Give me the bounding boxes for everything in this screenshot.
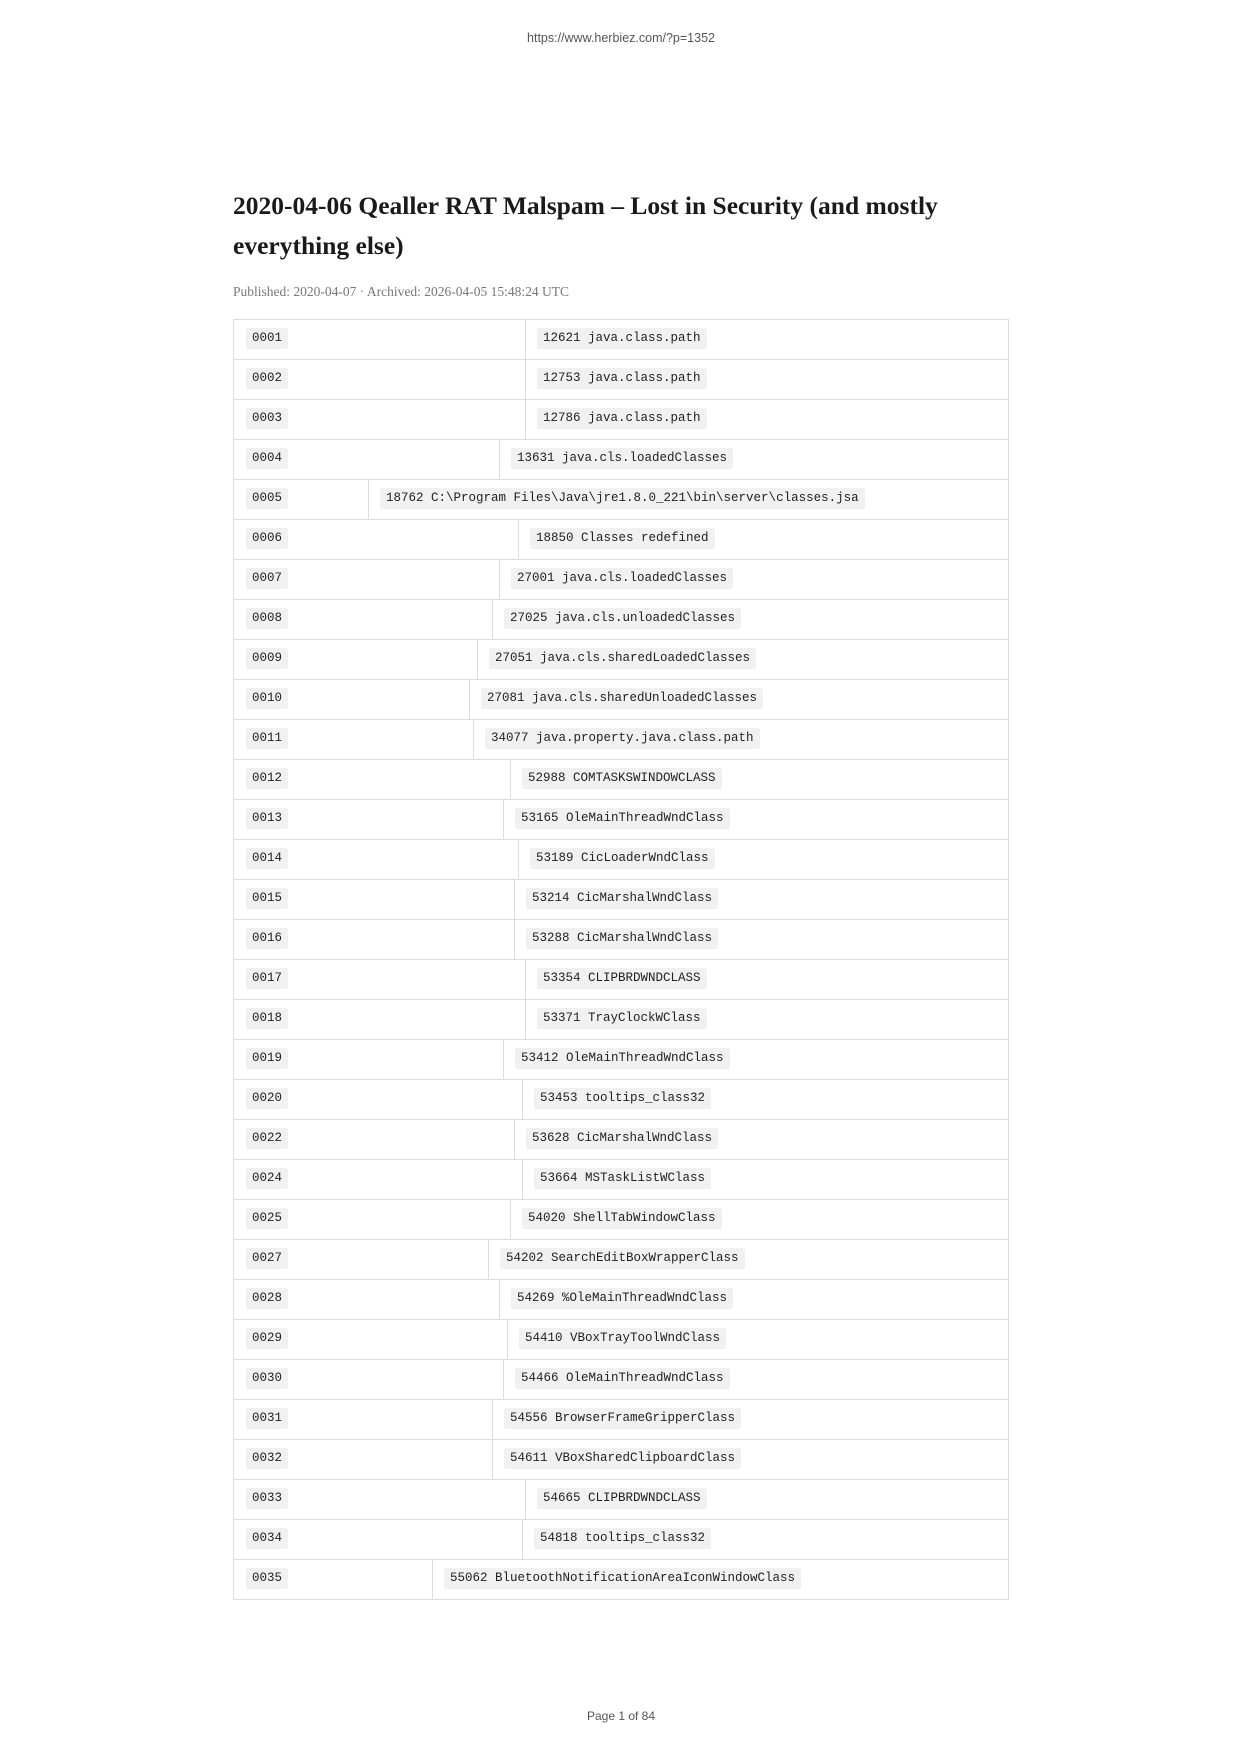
line-content: 54665 CLIPBRDWNDCLASS xyxy=(537,1488,707,1509)
table-row xyxy=(233,760,1009,800)
line-number: 0029 xyxy=(246,1328,288,1349)
line-content: 53354 CLIPBRDWNDCLASS xyxy=(537,968,707,989)
table-row xyxy=(233,1160,1009,1200)
table-row xyxy=(233,1280,1009,1320)
line-number-cell xyxy=(234,720,474,759)
line-number: 0035 xyxy=(246,1568,288,1589)
table-row xyxy=(233,1440,1009,1480)
table-row xyxy=(233,1080,1009,1120)
line-content: 54410 VBoxTrayToolWndClass xyxy=(519,1328,726,1349)
table-row xyxy=(233,640,1009,680)
table-row xyxy=(233,560,1009,600)
line-number: 0014 xyxy=(246,848,288,869)
line-content: 12786 java.class.path xyxy=(537,408,707,429)
line-content: 34077 java.property.java.class.path xyxy=(485,728,760,749)
line-content: 53453 tooltips_class32 xyxy=(534,1088,711,1109)
line-number-cell xyxy=(234,1320,508,1359)
line-content: 53165 OleMainThreadWndClass xyxy=(515,808,730,829)
line-number: 0001 xyxy=(246,328,288,349)
table-row xyxy=(233,480,1009,520)
line-content: 27025 java.cls.unloadedClasses xyxy=(504,608,741,629)
line-number-cell xyxy=(234,800,504,839)
page-url: https://www.herbiez.com/?p=1352 xyxy=(527,31,715,45)
line-number: 0018 xyxy=(246,1008,288,1029)
line-number-cell xyxy=(234,400,526,439)
line-number-cell xyxy=(234,760,511,799)
line-number: 0015 xyxy=(246,888,288,909)
code-table xyxy=(233,319,1009,1600)
line-number-cell xyxy=(234,1440,493,1479)
line-number: 0002 xyxy=(246,368,288,389)
line-number-cell xyxy=(234,1160,523,1199)
line-number-cell xyxy=(234,320,526,359)
table-row xyxy=(233,440,1009,480)
table-row xyxy=(233,880,1009,920)
table-row xyxy=(233,1320,1009,1360)
line-content: 54818 tooltips_class32 xyxy=(534,1528,711,1549)
line-number-cell xyxy=(234,1000,526,1039)
line-content: 27051 java.cls.sharedLoadedClasses xyxy=(489,648,756,669)
table-row xyxy=(233,1520,1009,1560)
line-number: 0012 xyxy=(246,768,288,789)
line-number: 0022 xyxy=(246,1128,288,1149)
line-content: 12621 java.class.path xyxy=(537,328,707,349)
line-number-cell xyxy=(234,1480,526,1519)
line-number-cell xyxy=(234,1280,500,1319)
line-number: 0005 xyxy=(246,488,288,509)
table-row xyxy=(233,360,1009,400)
line-number: 0031 xyxy=(246,1408,288,1429)
line-content: 53371 TrayClockWClass xyxy=(537,1008,707,1029)
line-number: 0006 xyxy=(246,528,288,549)
line-content: 53664 MSTaskListWClass xyxy=(534,1168,711,1189)
line-number: 0003 xyxy=(246,408,288,429)
line-content: 54020 ShellTabWindowClass xyxy=(522,1208,722,1229)
line-number: 0007 xyxy=(246,568,288,589)
table-row xyxy=(233,720,1009,760)
line-number-cell xyxy=(234,880,515,919)
line-number-cell xyxy=(234,1200,511,1239)
line-number-cell xyxy=(234,520,519,559)
line-number-cell xyxy=(234,1400,493,1439)
line-number-cell xyxy=(234,480,369,519)
line-content: 54202 SearchEditBoxWrapperClass xyxy=(500,1248,745,1269)
line-number-cell xyxy=(234,600,493,639)
table-row xyxy=(233,400,1009,440)
line-content: 54556 BrowserFrameGripperClass xyxy=(504,1408,741,1429)
table-row xyxy=(233,960,1009,1000)
table-row xyxy=(233,1400,1009,1440)
line-content: 52988 COMTASKSWINDOWCLASS xyxy=(522,768,722,789)
table-row xyxy=(233,520,1009,560)
line-number: 0016 xyxy=(246,928,288,949)
line-content: 53214 CicMarshalWndClass xyxy=(526,888,718,909)
table-row xyxy=(233,1040,1009,1080)
table-row xyxy=(233,1240,1009,1280)
table-row xyxy=(233,920,1009,960)
line-content: 18762 C:\Program Files\Java\jre1.8.0_221\bin\server\classes.jsa xyxy=(380,488,865,509)
table-row xyxy=(233,1120,1009,1160)
line-number-cell xyxy=(234,360,526,399)
line-number-cell xyxy=(234,1080,523,1119)
line-number: 0011 xyxy=(246,728,288,749)
line-number: 0009 xyxy=(246,648,288,669)
table-row xyxy=(233,680,1009,720)
line-number: 0020 xyxy=(246,1088,288,1109)
page-number: Page 1 of 84 xyxy=(586,1709,656,1723)
line-number: 0010 xyxy=(246,688,288,709)
line-content: 27081 java.cls.sharedUnloadedClasses xyxy=(481,688,763,709)
article-meta: Published: 2020-04-07 · Archived: 2026-04-05 15:48:24 UTC xyxy=(233,284,569,299)
table-row xyxy=(233,600,1009,640)
line-number: 0004 xyxy=(246,448,288,469)
line-content: 54269 %OleMainThreadWndClass xyxy=(511,1288,733,1309)
line-number-cell xyxy=(234,640,478,679)
line-number-cell xyxy=(234,960,526,999)
line-number: 0017 xyxy=(246,968,288,989)
line-content: 27001 java.cls.loadedClasses xyxy=(511,568,733,589)
line-number: 0030 xyxy=(246,1368,288,1389)
line-number-cell xyxy=(234,1520,523,1559)
line-number-cell xyxy=(234,1040,504,1079)
line-content: 55062 BluetoothNotificationAreaIconWindowClass xyxy=(444,1568,801,1589)
line-number: 0027 xyxy=(246,1248,288,1269)
table-row xyxy=(233,840,1009,880)
table-row xyxy=(233,1560,1009,1600)
line-number: 0033 xyxy=(246,1488,288,1509)
line-content: 18850 Classes redefined xyxy=(530,528,715,549)
table-row xyxy=(233,1480,1009,1520)
line-number-cell xyxy=(234,1120,515,1159)
line-content: 54611 VBoxSharedClipboardClass xyxy=(504,1448,741,1469)
line-content: 53288 CicMarshalWndClass xyxy=(526,928,718,949)
line-number: 0028 xyxy=(246,1288,288,1309)
table-row xyxy=(233,1200,1009,1240)
line-number: 0008 xyxy=(246,608,288,629)
line-number-cell xyxy=(234,680,470,719)
line-content: 53628 CicMarshalWndClass xyxy=(526,1128,718,1149)
table-row xyxy=(233,320,1009,360)
line-content: 54466 OleMainThreadWndClass xyxy=(515,1368,730,1389)
table-row xyxy=(233,1360,1009,1400)
table-row xyxy=(233,800,1009,840)
line-number-cell xyxy=(234,1360,504,1399)
line-number-cell xyxy=(234,1560,433,1599)
line-number: 0025 xyxy=(246,1208,288,1229)
line-content: 53412 OleMainThreadWndClass xyxy=(515,1048,730,1069)
line-number-cell xyxy=(234,840,519,879)
line-number: 0024 xyxy=(246,1168,288,1189)
line-number-cell xyxy=(234,1240,489,1279)
line-number-cell xyxy=(234,920,515,959)
line-number: 0019 xyxy=(246,1048,288,1069)
line-content: 12753 java.class.path xyxy=(537,368,707,389)
line-content: 13631 java.cls.loadedClasses xyxy=(511,448,733,469)
line-number: 0013 xyxy=(246,808,288,829)
line-content: 53189 CicLoaderWndClass xyxy=(530,848,715,869)
line-number: 0034 xyxy=(246,1528,288,1549)
line-number: 0032 xyxy=(246,1448,288,1469)
line-number-cell xyxy=(234,440,500,479)
table-row xyxy=(233,1000,1009,1040)
article-title: 2020-04-06 Qealler RAT Malspam – Lost in Security (and mostly everything else) xyxy=(233,191,938,260)
line-number-cell xyxy=(234,560,500,599)
